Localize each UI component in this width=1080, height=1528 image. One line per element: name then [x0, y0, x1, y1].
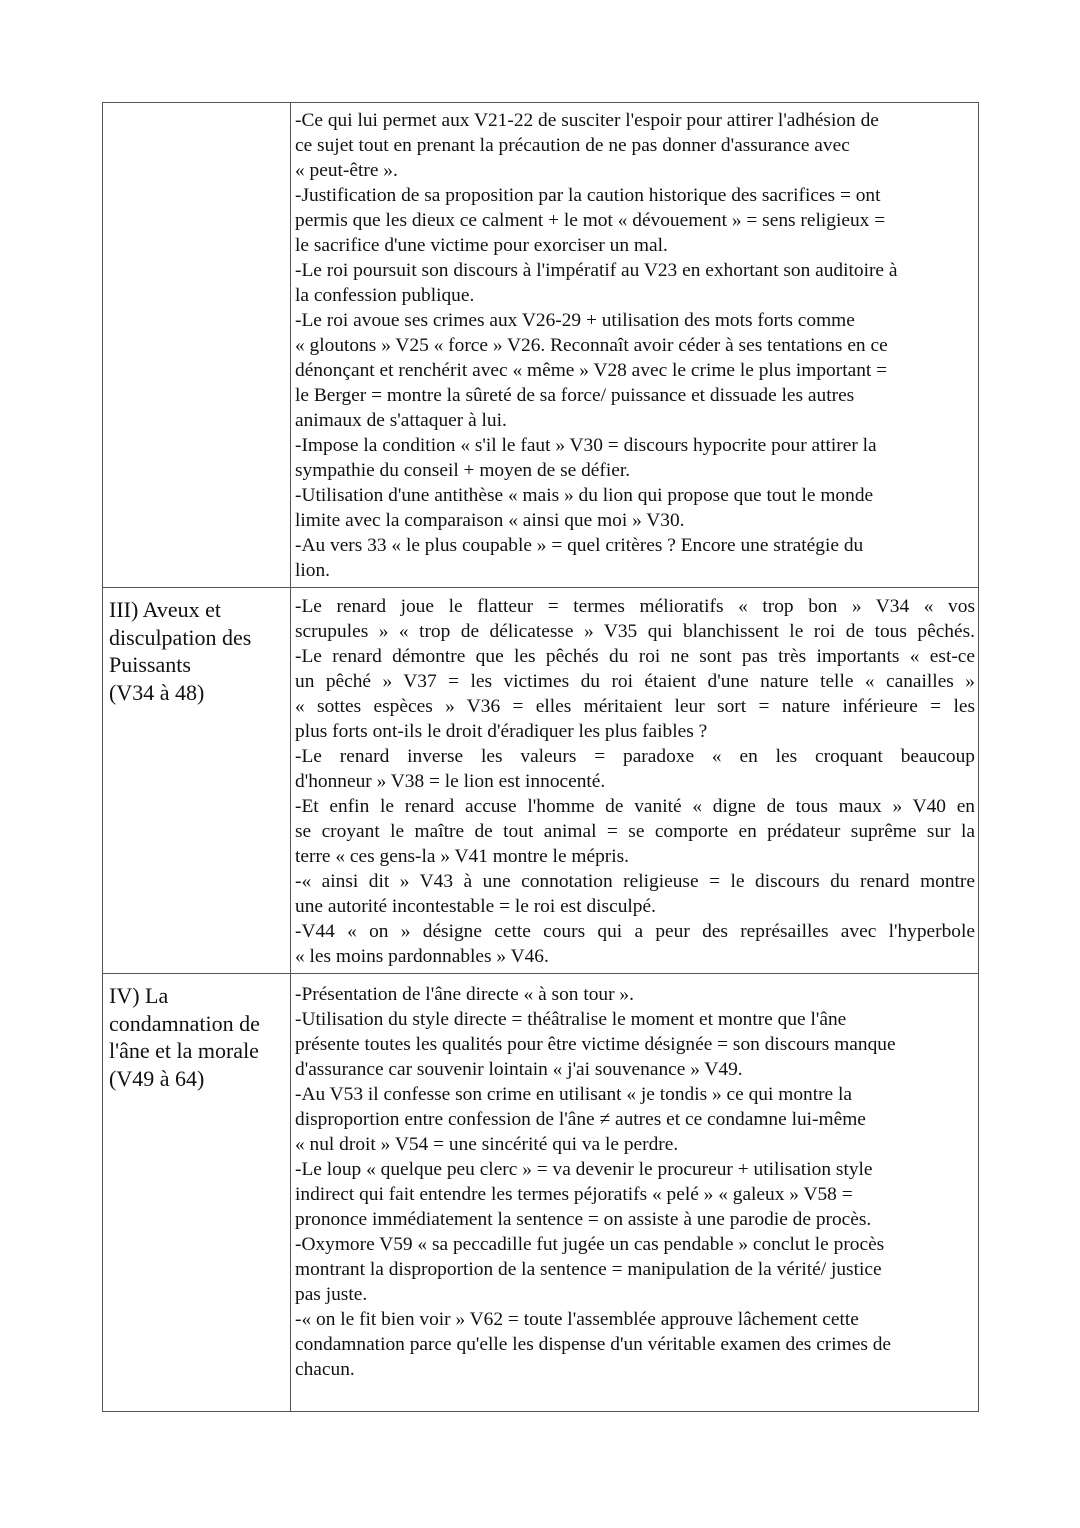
section-title-cell — [103, 974, 291, 1412]
section-title — [103, 588, 290, 706]
analysis-text — [291, 974, 978, 1386]
text-line: disproportion entre confession de l'âne ≠ autres et ce condamne lui-même — [295, 1109, 866, 1130]
text-line: d'assurance car souvenir lointain « j'ai souvenance » V49. — [295, 1059, 743, 1080]
text-line: sympathie du conseil + moyen de se défier. — [295, 460, 631, 481]
text-line: -« ainsi dit » V43 à une connotation religieuse = le discours du renard montre — [295, 871, 975, 892]
text-line: -Le roi avoue ses crimes aux V26-29 + utilisation des mots forts comme — [295, 310, 855, 331]
text-line: -« on le fit bien voir » V62 = toute l'assemblée approuve lâchement cette — [295, 1309, 859, 1330]
section-title-line: IV) La — [109, 983, 169, 1008]
text-line: le Berger = montre la sûreté de sa force/ puissance et dissuade les autres — [295, 385, 855, 406]
section-title-line: l'âne et la morale — [109, 1038, 259, 1063]
section-title-line: (V34 à 48) — [109, 679, 205, 705]
text-line: prononce immédiatement la sentence = on assiste à une parodie de procès. — [295, 1209, 872, 1230]
text-line: -Impose la condition « s'il le faut » V30 = discours hypocrite pour attirer la — [295, 435, 877, 456]
text-line: montrant la disproportion de la sentence = manipulation de la vérité/ justice — [295, 1259, 882, 1280]
text-line: le sacrifice d'une victime pour exorciser un mal. — [295, 235, 668, 256]
table-row — [103, 974, 979, 1412]
text-line: -Au V53 il confesse son crime en utilisant « je tondis » ce qui montre la — [295, 1084, 853, 1105]
section-title-line: III) Aveux et — [109, 597, 221, 622]
text-line: -Ce qui lui permet aux V21-22 de susciter l'espoir pour attirer l'adhésion de — [295, 110, 879, 131]
text-line: d'honneur » V38 = le lion est innocenté. — [295, 771, 606, 792]
section-title-line: Puissants — [109, 652, 191, 677]
text-line: -Oxymore V59 « sa peccadille fut jugée un cas pendable » conclut le procès — [295, 1234, 885, 1255]
text-line: -Le renard joue le flatteur = termes mélioratifs « trop bon » V34 « vos — [295, 596, 975, 617]
text-line: pas juste. — [295, 1284, 368, 1305]
text-line: -Le renard inverse les valeurs = paradoxe « en les croquant beaucoup — [295, 746, 975, 767]
text-line: animaux de s'attaquer à lui. — [295, 410, 507, 431]
text-line: un pêché » V37 = les victimes du roi étaient d'une nature telle « canailles » — [295, 671, 975, 692]
analysis-text — [291, 103, 978, 587]
text-line: -Au vers 33 « le plus coupable » = quel critères ? Encore une stratégie du — [295, 535, 864, 556]
text-line: plus forts ont-ils le droit d'éradiquer les plus faibles ? — [295, 721, 708, 742]
text-line: -Et enfin le renard accuse l'homme de vanité « digne de tous maux » V40 en — [295, 796, 975, 817]
text-line: « gloutons » V25 « force » V26. Reconnaît avoir céder à ses tentations en ce — [295, 335, 888, 356]
text-line: ce sujet tout en prenant la précaution de ne pas donner d'assurance avec — [295, 135, 850, 156]
text-line: -Le roi poursuit son discours à l'impératif au V23 en exhortant son auditoire à — [295, 260, 898, 281]
analysis-cell — [291, 103, 979, 588]
text-line: terre « ces gens-la » V41 montre le mépris. — [295, 846, 630, 867]
text-line: dénonçant et renchérit avec « même » V28 avec le crime le plus important = — [295, 360, 888, 381]
analysis-cell — [291, 588, 979, 974]
text-line: « les moins pardonnables » V46. — [295, 946, 549, 967]
table-row — [103, 588, 979, 974]
text-line: la confession publique. — [295, 285, 475, 306]
section-title-line: condamnation de — [109, 1010, 260, 1036]
text-line: lion. — [295, 560, 331, 581]
text-line: une autorité incontestable = le roi est disculpé. — [295, 896, 656, 917]
section-title-cell — [103, 588, 291, 974]
text-line: -Utilisation d'une antithèse « mais » du lion qui propose que tout le monde — [295, 485, 874, 506]
text-line: -Le renard démontre que les pêchés du roi ne sont pas très importants « est-ce — [295, 646, 975, 667]
text-line: se croyant le maître de tout animal = se comporte en prédateur suprême sur la — [295, 821, 975, 842]
text-line: condamnation parce qu'elle les dispense d'un véritable examen des crimes de — [295, 1334, 892, 1355]
text-line: -Utilisation du style directe = théâtralise le moment et montre que l'âne — [295, 1009, 847, 1030]
table-row — [103, 103, 979, 588]
text-line: -V44 « on » désigne cette cours qui a peur des représailles avec l'hyperbole — [295, 921, 975, 942]
text-line: « peut-être ». — [295, 160, 398, 181]
section-title — [103, 974, 290, 1092]
analysis-text — [291, 588, 978, 973]
text-line: -Justification de sa proposition par la caution historique des sacrifices = ont — [295, 185, 881, 206]
section-title-cell — [103, 103, 291, 588]
text-line: « nul droit » V54 = une sincérité qui va le perdre. — [295, 1134, 679, 1155]
text-line: -Le loup « quelque peu clerc » = va devenir le procureur + utilisation style — [295, 1159, 873, 1180]
analysis-table — [102, 102, 979, 1412]
text-line: permis que les dieux ce calment + le mot « dévouement » = sens religieux = — [295, 210, 886, 231]
analysis-cell — [291, 974, 979, 1412]
section-title-line: (V49 à 64) — [109, 1065, 205, 1091]
text-line: limite avec la comparaison « ainsi que moi » V30. — [295, 510, 685, 531]
text-line: présente toutes les qualités pour être victime désignée = son discours manque — [295, 1034, 896, 1055]
text-line: -Présentation de l'âne directe « à son tour ». — [295, 984, 634, 1005]
text-line: scrupules » « trop de délicatesse » V35 qui blanchissent le roi de tous pêchés. — [295, 621, 975, 642]
section-title-line: disculpation des — [109, 624, 252, 650]
text-line: « sottes espèces » V36 = elles méritaient leur sort = nature inférieure = les — [295, 696, 975, 717]
text-line: indirect qui fait entendre les termes péjoratifs « pelé » « galeux » V58 = — [295, 1184, 853, 1205]
text-line: chacun. — [295, 1359, 355, 1380]
